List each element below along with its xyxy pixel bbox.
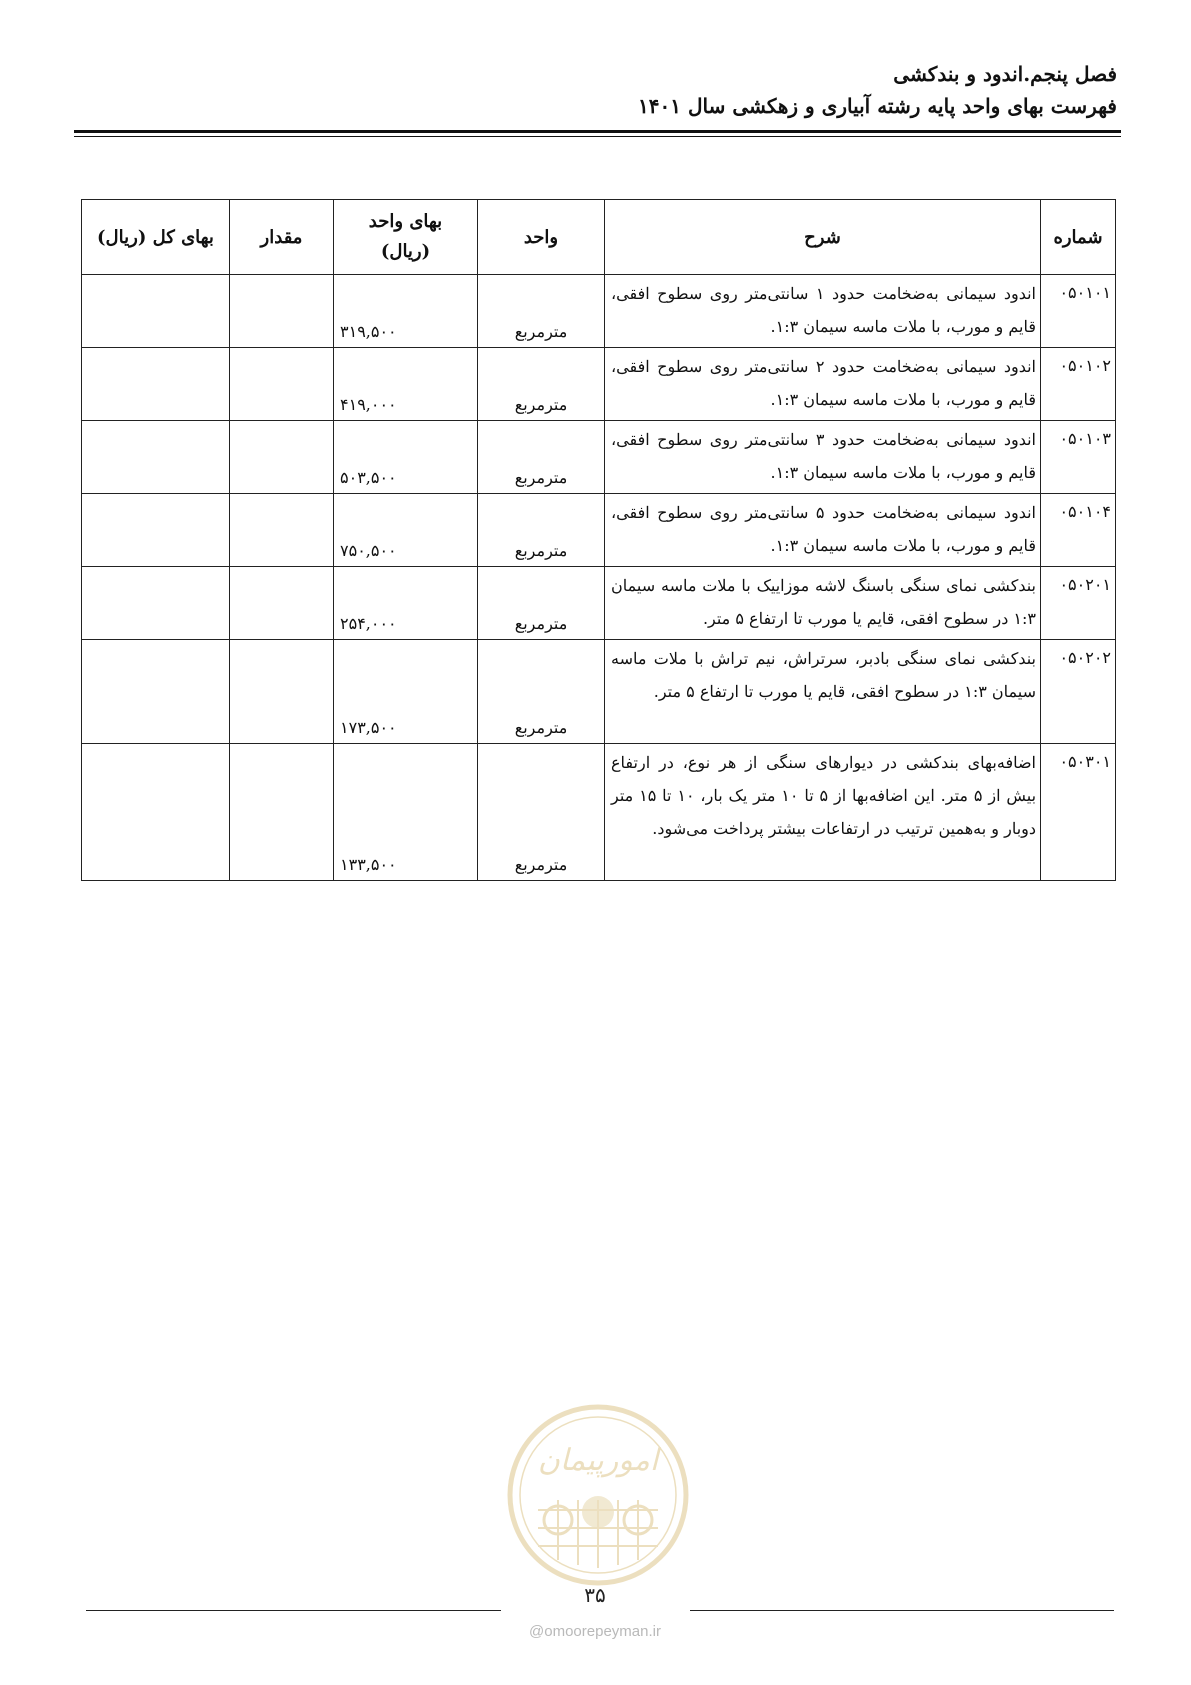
row-number: ۰۵۰۳۰۱	[1041, 744, 1116, 881]
header-rule-thick	[74, 130, 1121, 133]
table-row	[82, 744, 1116, 881]
row-quantity[interactable]	[230, 494, 334, 567]
row-number: ۰۵۰۱۰۲	[1041, 348, 1116, 421]
price-list-title: فهرست بهای واحد پایه رشته آبیاری و زهکشی سال ۱۴۰۱	[638, 94, 1117, 118]
table-row	[82, 275, 1116, 348]
row-unit: مترمربع	[478, 275, 605, 348]
header-unit-price	[334, 200, 478, 275]
row-total[interactable]	[82, 567, 230, 640]
row-total[interactable]	[82, 744, 230, 881]
row-quantity[interactable]	[230, 744, 334, 881]
header-number: شماره	[1041, 200, 1116, 275]
table-header-row	[82, 200, 1116, 275]
row-total[interactable]	[82, 348, 230, 421]
row-total[interactable]	[82, 421, 230, 494]
watermark-logo-text: امورپیمان	[537, 1443, 659, 1478]
page-number: ۳۵	[584, 1583, 606, 1607]
table-row	[82, 421, 1116, 494]
row-unit: مترمربع	[478, 744, 605, 881]
row-unit: مترمربع	[478, 640, 605, 744]
row-number: ۰۵۰۲۰۱	[1041, 567, 1116, 640]
row-total[interactable]	[82, 275, 230, 348]
row-unit-price: ۷۵۰,۵۰۰	[334, 494, 478, 567]
header-unit-price-label: بهای واحد	[368, 211, 443, 232]
row-unit-price: ۱۷۳,۵۰۰	[334, 640, 478, 744]
row-description: اندود سیمانی به‌ضخامت حدود ۵ سانتی‌متر روی سطوح افقی، قایم و مورب، با ملات ماسه سیمان ۱:۳.	[605, 494, 1041, 567]
header-quantity: مقدار	[230, 200, 334, 275]
header-total-price: بهای کل (ریال)	[82, 200, 230, 275]
row-unit-price: ۱۳۳,۵۰۰	[334, 744, 478, 881]
row-quantity[interactable]	[230, 567, 334, 640]
header-description: شرح	[605, 200, 1041, 275]
row-quantity[interactable]	[230, 640, 334, 744]
header-unit: واحد	[478, 200, 605, 275]
row-description: اضافه‌بهای بندکشی در دیوارهای سنگی از هر نوع، در ارتفاع بیش از ۵ متر. این اضافه‌بها از ۵ تا ۱۰ متر یک بار، ۱۰ تا ۱۵ متر دوبار و به‌همین ترتیب در ارتفاعات بیشتر پرداخت می‌شود.	[605, 744, 1041, 881]
footer-rule-left	[86, 1610, 501, 1611]
footer-rule-right	[690, 1610, 1114, 1611]
table-row	[82, 640, 1116, 744]
row-description: اندود سیمانی به‌ضخامت حدود ۱ سانتی‌متر روی سطوح افقی، قایم و مورب، با ملات ماسه سیمان ۱:۳.	[605, 275, 1041, 348]
watermark-url: @omoorepeyman.ir	[529, 1623, 661, 1640]
chapter-title: فصل پنجم.اندود و بندکشی	[893, 62, 1117, 86]
row-unit: مترمربع	[478, 567, 605, 640]
header-rule-thin	[74, 136, 1121, 137]
row-total[interactable]	[82, 494, 230, 567]
row-number: ۰۵۰۱۰۳	[1041, 421, 1116, 494]
row-quantity[interactable]	[230, 421, 334, 494]
row-total[interactable]	[82, 640, 230, 744]
price-table	[81, 199, 1116, 881]
row-unit: مترمربع	[478, 421, 605, 494]
row-description: بندکشی نمای سنگی باسنگ لاشه موزاییک با ملات ماسه سیمان ۱:۳ در سطوح افقی، قایم یا مورب تا ارتفاع ۵ متر.	[605, 567, 1041, 640]
row-unit: مترمربع	[478, 348, 605, 421]
row-description: اندود سیمانی به‌ضخامت حدود ۳ سانتی‌متر روی سطوح افقی، قایم و مورب، با ملات ماسه سیمان ۱:۳.	[605, 421, 1041, 494]
row-number: ۰۵۰۱۰۱	[1041, 275, 1116, 348]
watermark-logo-icon	[503, 1400, 693, 1590]
row-quantity[interactable]	[230, 348, 334, 421]
table-row	[82, 567, 1116, 640]
row-quantity[interactable]	[230, 275, 334, 348]
row-unit-price: ۳۱۹,۵۰۰	[334, 275, 478, 348]
row-description: بندکشی نمای سنگی بادبر، سرتراش، نیم تراش با ملات ماسه سیمان ۱:۳ در سطوح افقی، قایم یا مورب تا ارتفاع ۵ متر.	[605, 640, 1041, 744]
table-row	[82, 348, 1116, 421]
row-unit: مترمربع	[478, 494, 605, 567]
row-unit-price: ۲۵۴,۰۰۰	[334, 567, 478, 640]
header-unit-price-currency: (ریال)	[380, 241, 431, 262]
page-header	[67, 58, 1117, 122]
row-unit-price: ۴۱۹,۰۰۰	[334, 348, 478, 421]
row-description: اندود سیمانی به‌ضخامت حدود ۲ سانتی‌متر روی سطوح افقی، قایم و مورب، با ملات ماسه سیمان ۱:۳.	[605, 348, 1041, 421]
row-number: ۰۵۰۱۰۴	[1041, 494, 1116, 567]
row-number: ۰۵۰۲۰۲	[1041, 640, 1116, 744]
row-unit-price: ۵۰۳,۵۰۰	[334, 421, 478, 494]
table-row	[82, 494, 1116, 567]
